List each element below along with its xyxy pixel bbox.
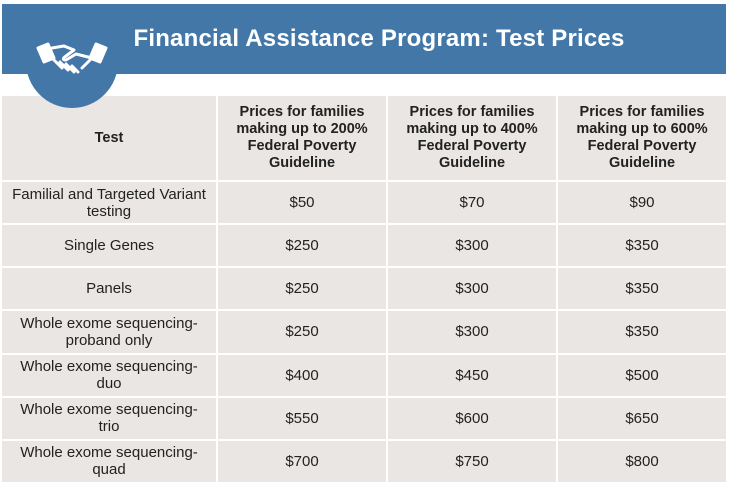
- price-table: [2, 96, 726, 482]
- test-name-cell: Whole exome sequencing- duo: [2, 354, 217, 397]
- table-row: [2, 267, 726, 310]
- logo-badge: [26, 16, 118, 108]
- price-cell: $250: [217, 267, 387, 310]
- price-cell: $250: [217, 224, 387, 267]
- price-cell: $50: [217, 181, 387, 224]
- test-name-cell: Whole exome sequencing- trio: [2, 397, 217, 440]
- table-row: [2, 397, 726, 440]
- table-row: [2, 181, 726, 224]
- price-cell: $800: [625, 452, 659, 470]
- column-header-test: Test: [2, 96, 217, 181]
- test-name-cell: Familial and Targeted Variant testing: [2, 181, 217, 224]
- handshake-icon: [36, 38, 108, 82]
- price-cell: $300: [387, 224, 557, 267]
- table-header-row: [2, 96, 726, 181]
- page-title: Financial Assistance Program: Test Prices: [133, 25, 625, 52]
- test-name-cell: Panels: [2, 267, 217, 310]
- price-cell: $70: [387, 181, 557, 224]
- test-name-cell: Whole exome sequencing- proband only: [2, 310, 217, 353]
- price-cell: $400: [217, 354, 387, 397]
- table-row: [2, 224, 726, 267]
- price-cell: $300: [387, 310, 557, 353]
- price-cell: $350: [557, 224, 726, 267]
- price-cell: $600: [387, 397, 557, 440]
- price-cell: $90: [557, 181, 726, 224]
- column-header-200: Prices for families making up to 200% Federal Poverty Guideline: [217, 96, 387, 181]
- test-name-cell: Single Genes: [2, 224, 217, 267]
- price-cell: $750: [387, 440, 557, 482]
- table-row: [2, 440, 726, 482]
- price-cell: $700: [217, 440, 387, 482]
- column-header-600: Prices for families making up to 600% Federal Poverty Guideline: [557, 96, 726, 181]
- price-cell: $300: [387, 267, 557, 310]
- test-name-cell: Whole exome sequencing- quad: [2, 440, 217, 482]
- price-cell: $450: [387, 354, 557, 397]
- table-row: [2, 310, 726, 353]
- price-cell: $650: [557, 397, 726, 440]
- column-header-400: Prices for families making up to 400% Federal Poverty Guideline: [387, 96, 557, 181]
- price-cell: $350: [557, 267, 726, 310]
- price-table-container: [2, 96, 726, 482]
- price-cell: $350: [557, 310, 726, 353]
- table-row: [2, 354, 726, 397]
- price-cell: $500: [557, 354, 726, 397]
- price-cell: $550: [217, 397, 387, 440]
- price-cell: $250: [217, 310, 387, 353]
